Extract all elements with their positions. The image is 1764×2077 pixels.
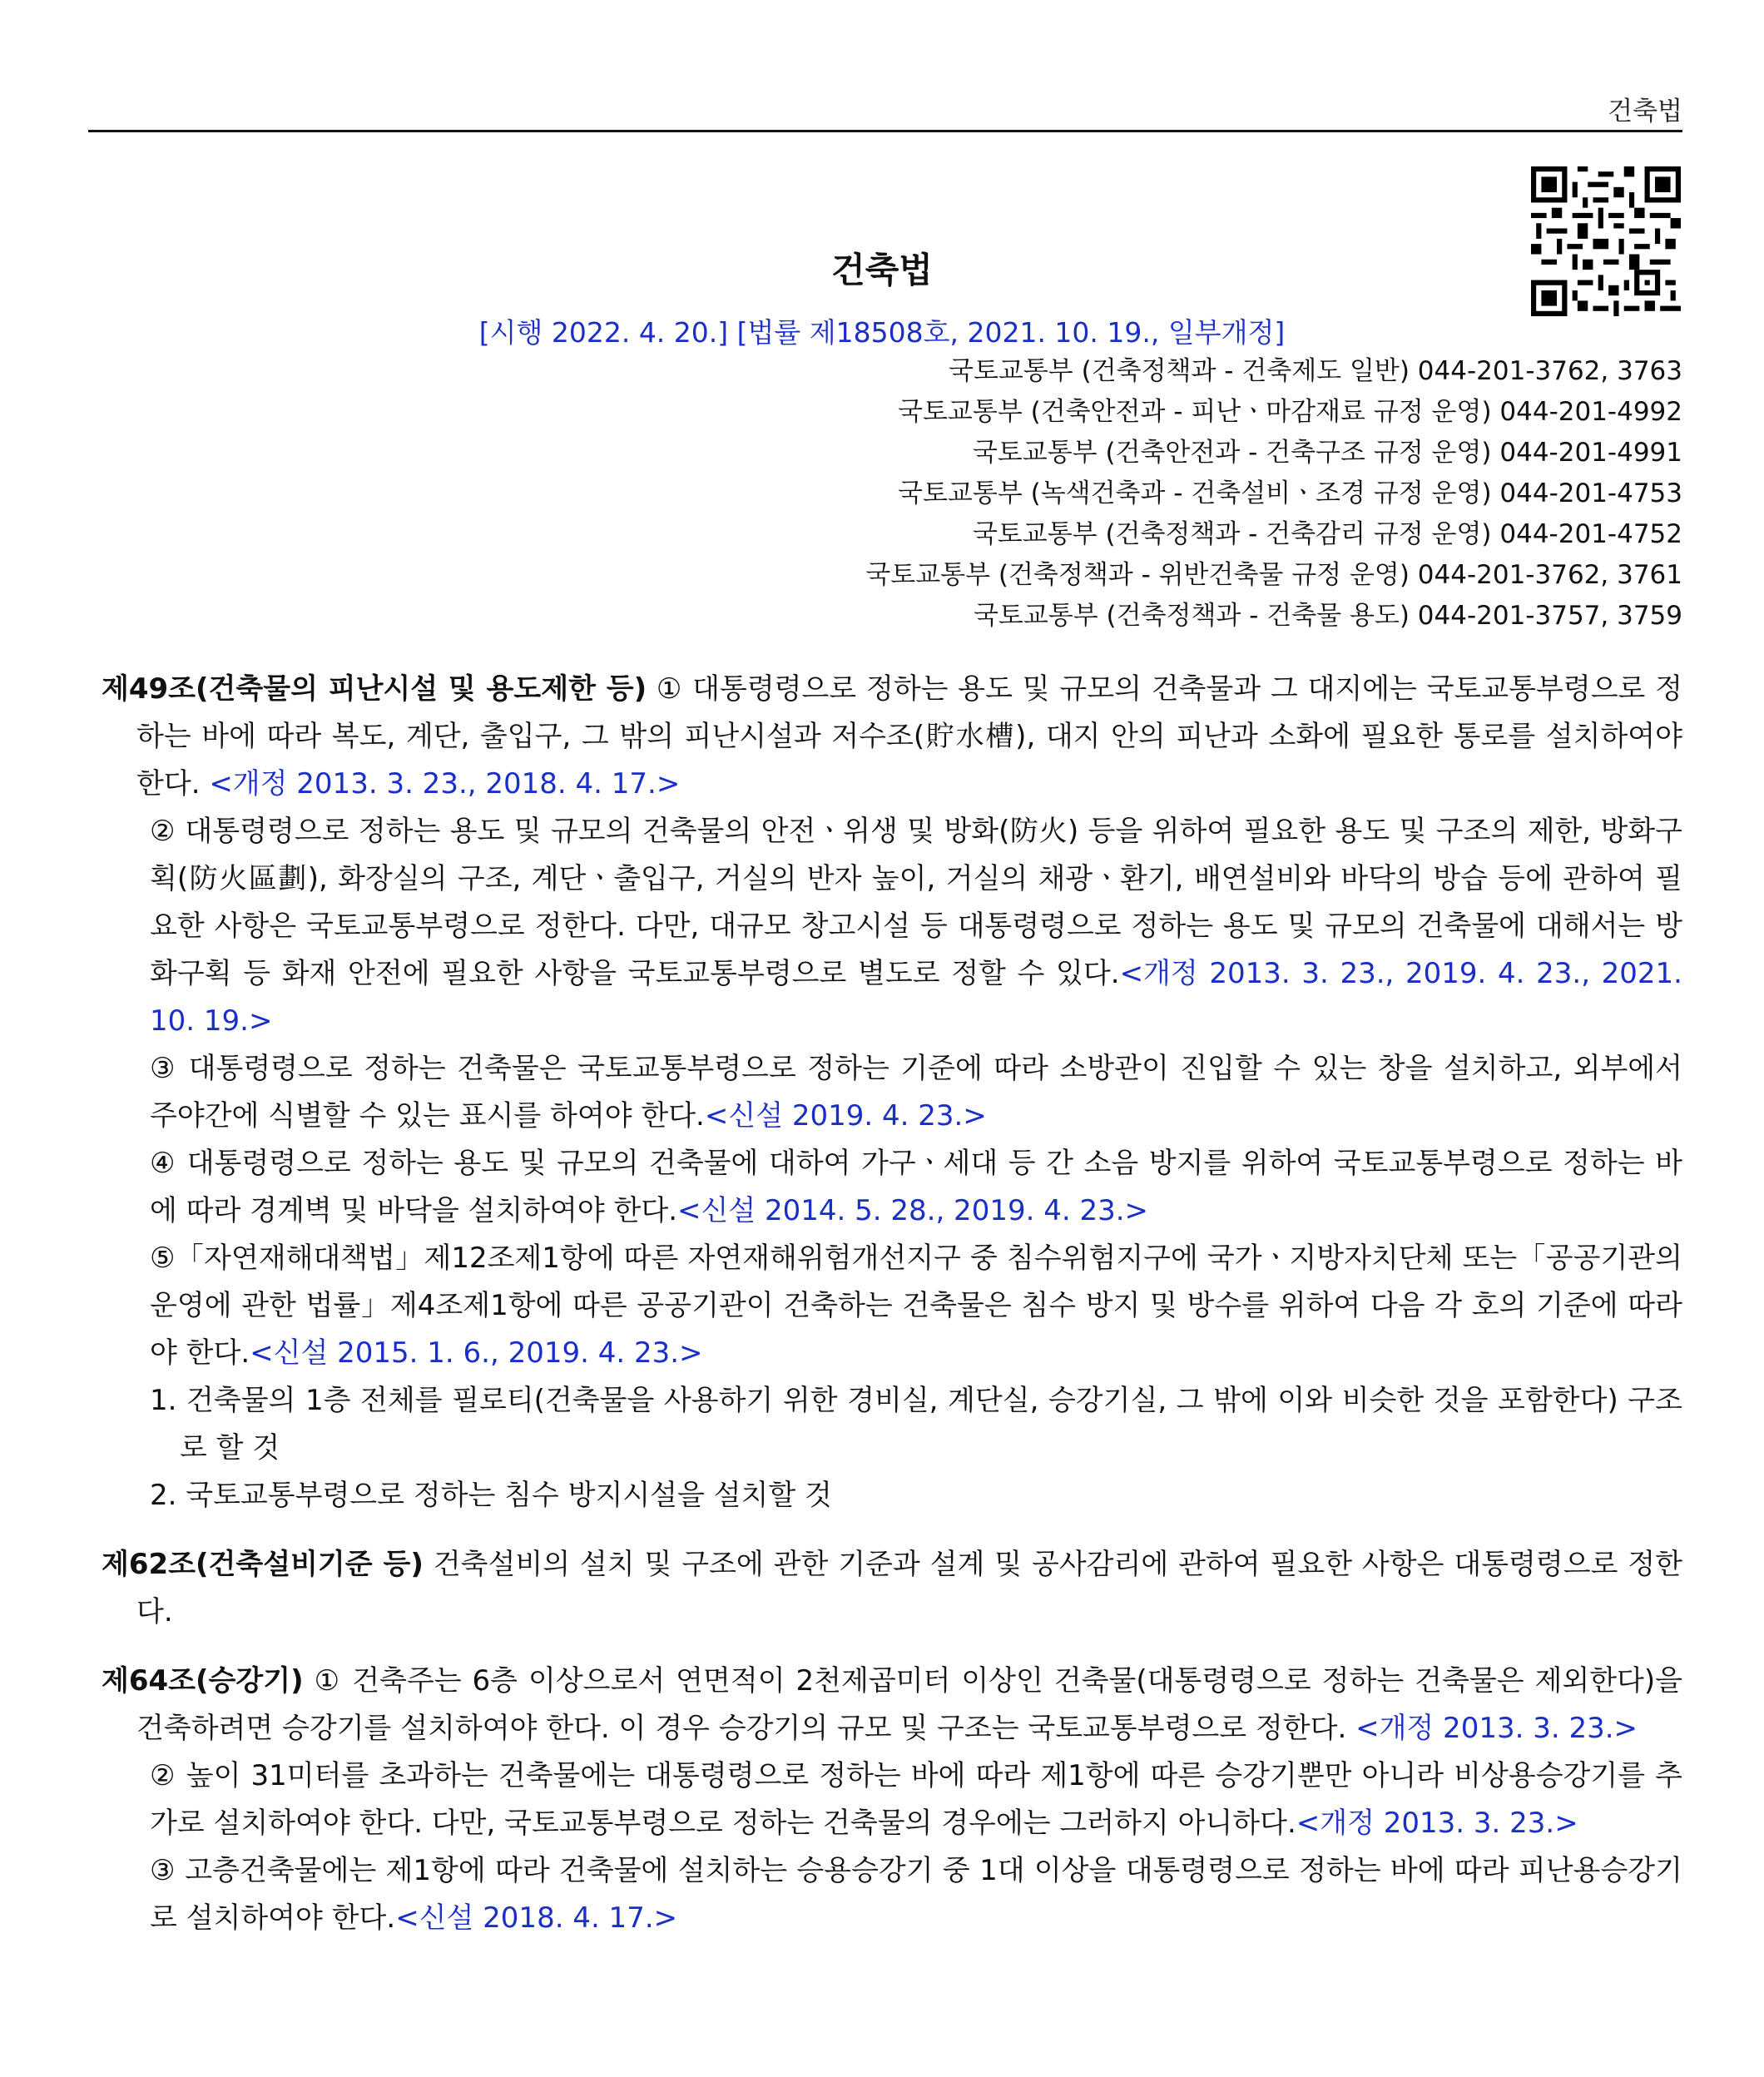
amendment-note: <신설 2019. 4. 23.>	[704, 1099, 987, 1133]
contact-line: 국토교통부 (녹색건축과 - 건축설비ㆍ조경 규정 운영) 044-201-4753	[898, 478, 1682, 508]
paragraph-text: ② 대통령령으로 정하는 용도 및 규모의 건축물의 안전ㆍ위생 및 방화(防火) 등을 위하여 필요한 용도 및 구조의 제한, 방화구획(防火區劃), 화장실의 구조, 계단ㆍ출입구, 거실의 반자 높이, 거실의 채광ㆍ환기, 배연설비와 바닥의 방습 등에 관하여 필요한 사항은 국토교통부령으로 정한다. 다만, 대규모 창고시설 등 대통령령으로 정하는 용도 및 규모의 건축물에 대해서는 방화구획 등 화재 안전에 필요한 사항을 국토교통부령으로 별도로 정할 수 있다.	[150, 815, 1682, 990]
article-paragraph	[102, 1235, 1682, 1377]
amendment-note: <개정 2013. 3. 23., 2018. 4. 17.>	[209, 767, 681, 801]
amendment-note: <신설 2015. 1. 6., 2019. 4. 23.>	[250, 1336, 703, 1370]
contact-line: 국토교통부 (건축안전과 - 피난ㆍ마감재료 규정 운영) 044-201-4992	[898, 397, 1682, 427]
paragraph-text: ④ 대통령령으로 정하는 용도 및 규모의 건축물에 대하여 가구ㆍ세대 등 간 소음 방지를 위하여 국토교통부령으로 정하는 바에 따라 경계벽 및 바닥을 설치하여야 한다.	[150, 1147, 1682, 1227]
contact-line: 국토교통부 (건축안전과 - 건축구조 규정 운영) 044-201-4991	[972, 438, 1682, 468]
contact-line: 국토교통부 (건축정책과 - 건축물 용도) 044-201-3757, 3759	[973, 601, 1682, 631]
article-62	[102, 1541, 1682, 1636]
amendment-note: <개정 2013. 3. 23., 2019. 4. 23., 2021. 10. 19.>	[150, 957, 1682, 1038]
running-header-title: 건축법	[1608, 97, 1682, 126]
article-paragraph	[102, 1847, 1682, 1942]
article-paragraph	[102, 1752, 1682, 1847]
article-paragraph	[102, 1045, 1682, 1140]
article-paragraph	[102, 808, 1682, 1045]
document-title: 건축법	[831, 250, 933, 290]
paragraph-text: ⑤「자연재해대책법」제12조제1항에 따른 자연재해위험개선지구 중 침수위험지구에 국가ㆍ지방자치단체 또는「공공기관의 운영에 관한 법률」제4조제1항에 따른 공공기관이 건축하는 건축물은 침수 방지 및 방수를 위하여 다음 각 호의 기준에 따라야 한다.	[150, 1242, 1682, 1370]
contact-line: 국토교통부 (건축정책과 - 위반건축물 규정 운영) 044-201-3762, 3761	[865, 560, 1682, 590]
amendment-note: <신설 2014. 5. 28., 2019. 4. 23.>	[677, 1194, 1149, 1227]
article-paragraph	[102, 1140, 1682, 1235]
article-49	[102, 666, 1682, 1519]
contact-line: 국토교통부 (건축정책과 - 건축감리 규정 운영) 044-201-4752	[972, 519, 1682, 549]
article-64	[102, 1658, 1682, 1942]
paragraph-text: 건축설비의 설치 및 구조에 관한 기준과 설계 및 공사감리에 관하여 필요한 사항은 대통령령으로 정한다.	[136, 1548, 1682, 1628]
article-paragraph	[102, 1658, 1682, 1752]
law-body	[102, 666, 1682, 1964]
paragraph-text: ① 건축주는 6층 이상으로서 연면적이 2천제곱미터 이상인 건축물(대통령령으로 정하는 건축물은 제외한다)을 건축하려면 승강기를 설치하여야 한다. 이 경우 승강기의 규모 및 구조는 국토교통부령으로 정한다.	[136, 1664, 1682, 1745]
paragraph-text: ③ 대통령령으로 정하는 건축물은 국토교통부령으로 정하는 기준에 따라 소방관이 진입할 수 있는 창을 설치하고, 외부에서 주야간에 식별할 수 있는 표시를 하여야 한다.	[150, 1052, 1682, 1133]
paragraph-text: ② 높이 31미터를 초과하는 건축물에는 대통령령으로 정하는 바에 따라 제1항에 따른 승강기뿐만 아니라 비상용승강기를 추가로 설치하여야 한다. 다만, 국토교통부령으로 정하는 건축물의 경우에는 그러하지 아니하다.	[150, 1759, 1682, 1840]
contact-list	[865, 351, 1682, 637]
qr-code-icon[interactable]	[1531, 166, 1681, 316]
article-paragraph	[102, 1541, 1682, 1636]
list-item: 2. 국토교통부령으로 정하는 침수 방지시설을 설치할 것	[150, 1479, 832, 1512]
header-rule	[88, 130, 1682, 132]
article-title: 제64조(승강기)	[102, 1664, 304, 1698]
paragraph-text: ③ 고층건축물에는 제1항에 따라 건축물에 설치하는 승용승강기 중 1대 이상을 대통령령으로 정하는 바에 따라 피난용승강기로 설치하여야 한다.	[150, 1854, 1682, 1935]
paragraph-text: ① 대통령령으로 정하는 용도 및 규모의 건축물과 그 대지에는 국토교통부령으로 정하는 바에 따라 복도, 계단, 출입구, 그 밖의 피난시설과 저수조(貯水槽), 대지 안의 피난과 소화에 필요한 통로를 설치하여야 한다.	[136, 672, 1683, 801]
enforcement-info: [시행 2022. 4. 20.] [법률 제18508호, 2021. 10. 19., 일부개정]	[478, 316, 1286, 349]
amendment-note: <개정 2013. 3. 23.>	[1296, 1807, 1578, 1840]
amendment-note: <개정 2013. 3. 23.>	[1355, 1712, 1638, 1745]
list-item: 1. 건축물의 1층 전체를 필로티(건축물을 사용하기 위한 경비실, 계단실, 승강기실, 그 밖에 이와 비슷한 것을 포함한다) 구조로 할 것	[150, 1384, 1682, 1465]
article-paragraph	[102, 666, 1682, 808]
amendment-note: <신설 2018. 4. 17.>	[395, 1901, 678, 1935]
article-title: 제49조(건축물의 피난시설 및 용도제한 등)	[102, 672, 647, 706]
article-title: 제62조(건축설비기준 등)	[102, 1548, 424, 1581]
contact-line: 국토교통부 (건축정책과 - 건축제도 일반) 044-201-3762, 3763	[949, 356, 1682, 386]
